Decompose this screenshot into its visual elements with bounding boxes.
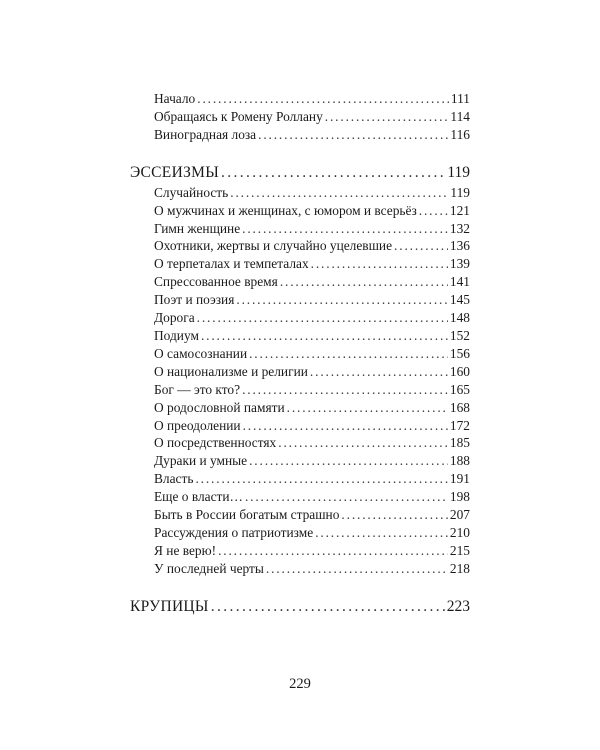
dot-leader [197,309,448,327]
dot-leader [221,163,445,183]
dot-leader [245,488,448,506]
toc-entry-page: 156 [449,345,470,361]
toc-entry-page: 188 [449,453,470,469]
toc-entry-page: 198 [449,489,470,505]
toc-entry [130,560,470,578]
dot-leader [218,542,448,560]
toc-entry-page: 141 [449,274,470,290]
toc-entry [130,273,470,291]
dot-leader [341,506,447,524]
toc-entry-title: Поэт и поэзия [154,292,235,308]
dot-leader [311,255,448,273]
toc-entry [130,327,470,345]
toc-entry-page: 145 [449,292,470,308]
toc-entry-title: Еще о власти… [154,489,243,505]
toc-entry-page: 218 [449,560,470,576]
toc-entry-title: Охотники, жертвы и случайно уцелевшие [154,238,393,254]
toc-entry-title: О национализме и религии [154,363,308,379]
toc-entry [130,291,470,309]
toc-entry [130,220,470,238]
dot-leader [325,108,449,126]
toc-entry [130,202,470,220]
toc-entry-title: Быть в России богатым страшно [154,507,340,523]
toc-entry-page: 148 [449,310,470,326]
toc-entry-page: 172 [449,417,470,433]
toc-entry [130,470,470,488]
toc-entry [130,237,470,255]
toc-entry [130,542,470,560]
toc-entry [130,434,470,452]
toc-entry-page: 132 [449,220,470,236]
dot-leader [211,597,445,617]
toc-entry-page: 185 [449,435,470,451]
toc-entry [130,309,470,327]
dot-leader [287,399,448,417]
toc-entry-page: 119 [450,184,470,200]
dot-leader [195,470,447,488]
toc-entry-page: 152 [449,327,470,343]
toc-entry-page: 215 [449,542,470,558]
toc-entry-title: О преодолении [154,417,241,433]
toc-entry-title: О терпеталах и темпеталах [154,256,309,272]
toc-entry-title: Случайность [154,184,229,200]
toc-entry [130,488,470,506]
toc-entry-title: Подиум [154,327,199,343]
toc-entry [130,90,470,108]
toc-section-page: 119 [447,163,470,181]
toc-entry [130,345,470,363]
toc-entry-page: 114 [450,108,470,124]
toc-entry-page: 116 [450,126,470,142]
dot-leader [249,345,448,363]
toc-entry [130,363,470,381]
page-number: 229 [289,676,311,692]
dot-leader [394,237,448,255]
dot-leader [310,363,448,381]
toc-section-title: ЭССЕИЗМЫ [130,163,220,181]
dot-leader [197,90,449,108]
toc-entry [130,399,470,417]
toc-entry [130,506,470,524]
dot-leader [280,273,448,291]
toc-group-1 [130,90,470,144]
toc-entry-page: 139 [449,256,470,272]
toc-entry-page: 136 [449,238,470,254]
toc-entry-title: О родословной памяти [154,399,285,415]
dot-leader [230,184,448,202]
toc-entry-title: У последней черты [154,560,264,576]
toc-section-grains [130,597,470,617]
toc-entry-page: 160 [449,363,470,379]
dot-leader [258,126,448,144]
toc-section-title: КРУПИЦЫ [130,597,209,615]
toc-entry [130,255,470,273]
toc-entry-title: Начало [154,91,196,106]
toc-entry-title: О мужчинах и женщинах, с юмором и всерьёз [154,202,417,218]
toc-entry-page: 210 [449,524,470,540]
toc-entry-title: Спрессованное время [154,274,278,290]
toc-entry-page: 111 [450,91,470,106]
toc-entry-title: Рассуждения о патриотизме [154,524,314,540]
dot-leader [266,560,448,578]
dot-leader [236,291,448,309]
toc-entry-title: Дураки и умные [154,453,248,469]
toc-entry-title: Бог — это кто? [154,381,241,397]
dot-leader [249,452,448,470]
toc-entry-title: Виноградная лоза [154,126,257,142]
toc-entry-page: 168 [449,399,470,415]
toc-entry [130,417,470,435]
table-of-contents [130,90,470,617]
toc-entry [130,524,470,542]
toc-entry-title: Обращаясь к Ромену Роллану [154,108,323,124]
toc-entry [130,184,470,202]
toc-group-2 [130,184,470,578]
toc-entry [130,452,470,470]
toc-entry [130,108,470,126]
toc-entry-title: Я не верю! [154,542,217,558]
dot-leader [201,327,448,345]
toc-entry-title: Власть [154,471,194,487]
toc-entry-page: 191 [449,471,470,487]
toc-entry-page: 207 [449,507,470,523]
toc-entry-title: Гимн женщине [154,220,241,236]
dot-leader [419,202,448,220]
dot-leader [242,220,448,238]
dot-leader [242,381,448,399]
toc-entry-page: 165 [449,381,470,397]
toc-entry-page: 121 [449,202,470,218]
toc-entry-title: О посредственностях [154,435,277,451]
dot-leader [315,524,448,542]
toc-entry [130,126,470,144]
toc-entry-title: О самосознании [154,345,248,361]
toc-section-essays [130,163,470,183]
toc-section-page: 223 [446,597,470,615]
toc-entry-title: Дорога [154,310,195,326]
dot-leader [278,434,448,452]
dot-leader [243,417,448,435]
toc-entry [130,381,470,399]
